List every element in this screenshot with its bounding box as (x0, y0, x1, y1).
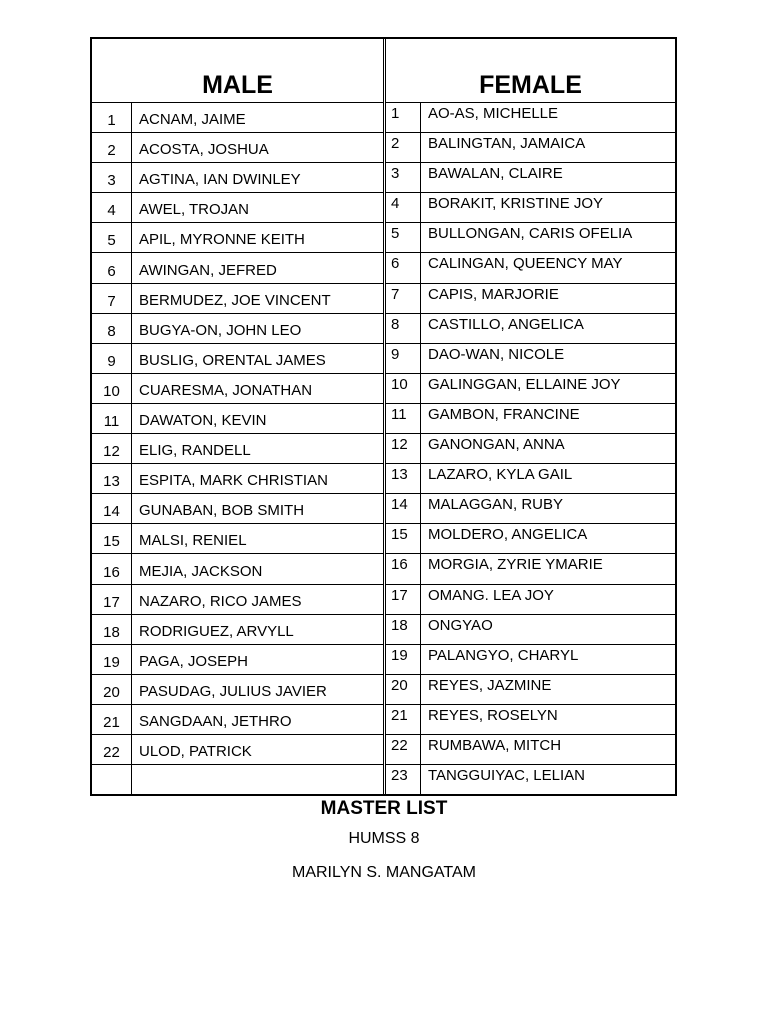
row-number: 8 (107, 322, 116, 340)
student-name: MALSI, RENIEL (139, 532, 247, 550)
row-number: 15 (391, 526, 408, 544)
row-number: 22 (391, 736, 408, 754)
row-number-cell (386, 344, 421, 373)
row-number: 11 (391, 405, 407, 423)
table-row (386, 705, 675, 735)
row-number: 3 (107, 172, 116, 190)
row-number-cell (386, 735, 421, 764)
table-row (92, 524, 383, 554)
student-name: MEJIA, JACKSON (139, 562, 263, 580)
row-number: 16 (103, 563, 120, 581)
table-row (92, 284, 383, 314)
table-row (386, 645, 675, 675)
row-number: 20 (103, 683, 120, 701)
row-number-cell (92, 524, 132, 553)
student-name: TANGGUIYAC, LELIAN (428, 767, 585, 785)
student-name: AO-AS, MICHELLE (428, 105, 559, 122)
row-number: 23 (391, 767, 408, 785)
row-number: 7 (391, 285, 400, 303)
row-number: 14 (103, 503, 120, 521)
table-row (386, 404, 675, 434)
row-number-cell (386, 585, 421, 614)
row-number: 17 (391, 586, 408, 604)
student-name: ONGYAO (428, 616, 493, 634)
table-row (386, 434, 675, 464)
table-row (92, 735, 383, 765)
row-number: 15 (103, 533, 120, 551)
student-name: AWEL, TROJAN (139, 201, 250, 219)
table-row (386, 223, 675, 253)
row-number: 12 (391, 436, 408, 454)
row-number: 5 (107, 232, 116, 250)
row-number-cell (386, 554, 421, 583)
row-number: 4 (391, 195, 400, 213)
row-number-cell (386, 524, 421, 553)
table-row (386, 615, 675, 645)
table-row (92, 193, 383, 223)
student-name: BAWALAN, CLAIRE (428, 165, 563, 183)
row-number-cell (92, 645, 132, 674)
student-name: AGTINA, IAN DWINLEY (139, 171, 301, 189)
row-number: 10 (391, 375, 408, 393)
table-row (386, 554, 675, 584)
table-row (92, 103, 383, 133)
male-rows (92, 103, 383, 795)
row-number-cell (386, 494, 421, 523)
table-row (92, 675, 383, 705)
student-name: BERMUDEZ, JOE VINCENT (139, 291, 331, 309)
table-row (386, 524, 675, 554)
row-number: 3 (391, 165, 400, 183)
table-row (92, 404, 383, 434)
female-header: FEMALE (386, 39, 675, 103)
student-name: PAGA, JOSEPH (139, 652, 248, 670)
row-number: 18 (391, 616, 408, 634)
table-row (92, 374, 383, 404)
row-number: 22 (103, 744, 120, 762)
row-number: 9 (391, 345, 400, 363)
student-name: DAWATON, KEVIN (139, 412, 267, 430)
row-number-cell (386, 645, 421, 674)
row-number: 4 (107, 202, 116, 220)
table-row (386, 163, 675, 193)
row-number: 5 (391, 225, 400, 243)
table-row (386, 374, 675, 404)
student-name: APIL, MYRONNE KEITH (139, 231, 305, 249)
table-row (92, 464, 383, 494)
table-row (386, 253, 675, 283)
row-number-cell (92, 163, 132, 192)
male-header: MALE (92, 39, 383, 103)
row-number-cell (92, 735, 132, 764)
row-number-cell (386, 133, 421, 162)
row-number-cell (92, 193, 132, 222)
row-number: 13 (391, 466, 408, 484)
student-name: LAZARO, KYLA GAIL (428, 466, 573, 484)
table-row (92, 494, 383, 524)
student-name: GAMBON, FRANCINE (428, 405, 580, 423)
student-name: GANONGAN, ANNA (428, 436, 565, 454)
document-title: MASTER LIST (320, 798, 448, 819)
student-name: REYES, JAZMINE (428, 676, 552, 694)
table-row (386, 735, 675, 765)
row-number-cell (92, 404, 132, 433)
row-number-cell (386, 615, 421, 644)
student-name: RODRIGUEZ, ARVYLL (139, 622, 294, 640)
row-number-cell (92, 133, 132, 162)
row-number-cell (92, 344, 132, 373)
table-row (92, 133, 383, 163)
row-number: 14 (391, 496, 408, 514)
row-number-cell (92, 374, 132, 403)
table-row (386, 585, 675, 615)
table-row (386, 314, 675, 344)
row-number: 13 (103, 473, 120, 491)
table-row (92, 253, 383, 283)
row-number: 12 (103, 443, 120, 461)
table-row (92, 585, 383, 615)
row-number-cell (92, 585, 132, 614)
row-number-cell (386, 675, 421, 704)
table-row (386, 133, 675, 163)
row-number-cell (92, 223, 132, 252)
table-row (92, 705, 383, 735)
row-number: 17 (103, 593, 120, 611)
male-column (92, 39, 384, 794)
table-row (92, 615, 383, 645)
student-name: CUARESMA, JONATHAN (139, 381, 313, 399)
table-row (386, 103, 675, 133)
student-name: BULLONGAN, CARIS OFELIA (428, 225, 633, 243)
row-number: 2 (391, 135, 400, 153)
row-number: 6 (107, 262, 116, 280)
row-number-cell (386, 765, 421, 795)
row-number: 6 (391, 255, 400, 273)
table-row (386, 494, 675, 524)
table-row (386, 193, 675, 223)
student-name: REYES, ROSELYN (428, 706, 558, 724)
student-name: MORGIA, ZYRIE YMARIE (428, 556, 603, 574)
table-row (386, 675, 675, 705)
row-number: 20 (391, 676, 408, 694)
row-number-cell (386, 314, 421, 343)
student-name: BUGYA-ON, JOHN LEO (139, 321, 302, 339)
student-name: ACOSTA, JOSHUA (139, 141, 269, 159)
female-rows (386, 103, 675, 795)
row-number: 11 (103, 413, 120, 431)
student-name: PALANGYO, CHARYL (428, 646, 579, 664)
table-row (92, 344, 383, 374)
row-number-cell (92, 253, 132, 282)
student-name: PASUDAG, JULIUS JAVIER (139, 682, 327, 700)
student-name: OMANG. LEA JOY (428, 586, 554, 604)
table-row (92, 223, 383, 253)
student-name: CALINGAN, QUEENCY MAY (428, 255, 623, 273)
row-number-cell (386, 253, 421, 282)
document-footer (0, 796, 768, 890)
row-number-cell (386, 434, 421, 463)
student-name: MOLDERO, ANGELICA (428, 526, 588, 544)
row-number-cell (386, 284, 421, 313)
table-row (92, 163, 383, 193)
row-number: 19 (391, 646, 408, 664)
row-number: 16 (391, 556, 408, 574)
table-row (92, 434, 383, 464)
row-number-cell (92, 464, 132, 493)
student-name: BALINGTAN, JAMAICA (428, 135, 586, 153)
master-list-table (90, 37, 677, 796)
row-number-cell (92, 554, 132, 583)
row-number-cell (92, 765, 132, 795)
student-name: ACNAM, JAIME (139, 111, 246, 129)
row-number: 19 (103, 653, 120, 671)
row-number: 10 (103, 382, 120, 400)
row-number-cell (92, 675, 132, 704)
row-number: 1 (107, 112, 116, 130)
student-name: ELIG, RANDELL (139, 442, 251, 460)
row-number: 1 (391, 105, 400, 122)
student-name: CASTILLO, ANGELICA (428, 315, 584, 333)
row-number-cell (92, 615, 132, 644)
table-row (386, 765, 675, 795)
row-number-cell (386, 223, 421, 252)
row-number-cell (386, 163, 421, 192)
table-row (386, 344, 675, 374)
row-number: 7 (107, 292, 116, 310)
table-row (386, 464, 675, 494)
student-name: ESPITA, MARK CHRISTIAN (139, 472, 328, 490)
section-name: HUMSS 8 (348, 830, 420, 847)
row-number-cell (386, 193, 421, 222)
student-name: SANGDAAN, JETHRO (139, 712, 292, 730)
student-name: DAO-WAN, NICOLE (428, 345, 565, 363)
table-row (92, 554, 383, 584)
student-name: AWINGAN, JEFRED (139, 261, 277, 279)
row-number-cell (92, 314, 132, 343)
row-number: 21 (103, 713, 120, 731)
row-number: 2 (107, 142, 116, 160)
student-name: BUSLIG, ORENTAL JAMES (139, 351, 326, 369)
row-number: 18 (103, 623, 120, 641)
student-name: BORAKIT, KRISTINE JOY (428, 195, 604, 213)
row-number-cell (92, 705, 132, 734)
student-name: GALINGGAN, ELLAINE JOY (428, 375, 621, 393)
table-row (92, 314, 383, 344)
student-name: ULOD, PATRICK (139, 743, 252, 761)
row-number-cell (386, 374, 421, 403)
table-row (92, 645, 383, 675)
female-column (385, 39, 675, 794)
student-name: MALAGGAN, RUBY (428, 496, 564, 514)
row-number-cell (386, 464, 421, 493)
student-name: CAPIS, MARJORIE (428, 285, 559, 303)
row-number-cell (92, 434, 132, 463)
adviser-name: MARILYN S. MANGATAM (291, 864, 476, 881)
row-number: 9 (107, 352, 116, 370)
student-name: NAZARO, RICO JAMES (139, 592, 302, 610)
student-name: RUMBAWA, MITCH (428, 736, 562, 754)
row-number-cell (386, 103, 421, 132)
row-number: 8 (391, 315, 400, 333)
row-number-cell (92, 494, 132, 523)
row-number-cell (92, 103, 132, 132)
table-row (92, 765, 383, 795)
row-number-cell (92, 284, 132, 313)
row-number: 21 (391, 706, 408, 724)
student-name: GUNABAN, BOB SMITH (139, 502, 305, 520)
table-row (386, 284, 675, 314)
row-number-cell (386, 705, 421, 734)
row-number-cell (386, 404, 421, 433)
